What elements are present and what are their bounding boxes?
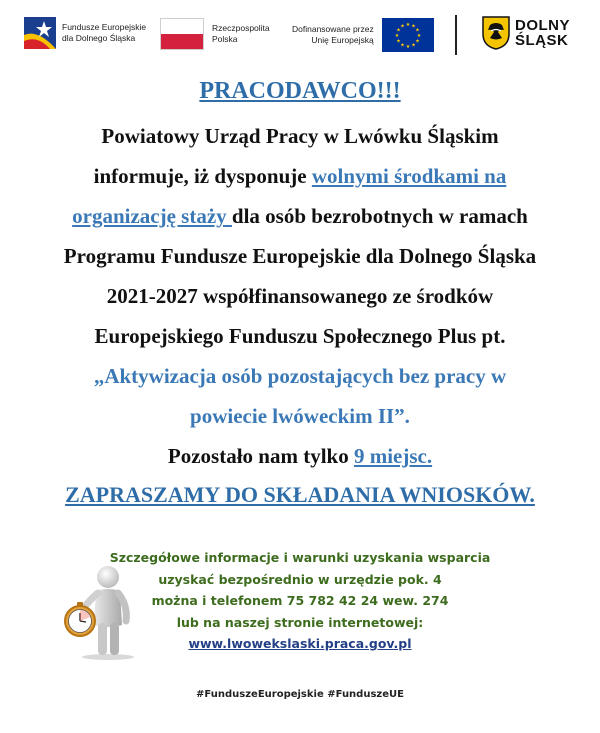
line-2 bbox=[0, 156, 600, 196]
remaining-places bbox=[0, 436, 600, 476]
line-1: Powiatowy Urząd Pracy w Lwówku Śląskim bbox=[101, 124, 499, 148]
svg-text:★: ★ bbox=[394, 33, 399, 39]
website-link[interactable]: www.lwowekslaski.praca.gov.pl bbox=[188, 636, 412, 651]
polish-flag-icon bbox=[160, 18, 204, 50]
headline: PRACODAWCO!!! bbox=[199, 78, 401, 104]
line-4: Programu Fundusze Europejskie dla Dolnego Śląska bbox=[63, 244, 537, 268]
fundusze-europejskie-logo bbox=[24, 17, 146, 49]
funds-link-part2: organizację staży bbox=[72, 204, 232, 228]
svg-text:★: ★ bbox=[416, 33, 421, 39]
info-row-4: lub na naszej stronie internetowej: bbox=[176, 614, 424, 630]
funds-link-part1: wolnymi środkami na bbox=[311, 164, 507, 188]
ue-logo-line2: Unię Europejską bbox=[311, 35, 374, 45]
contact-info bbox=[0, 547, 600, 655]
project-title-line2: powiecie lwóweckim II”. bbox=[190, 404, 410, 428]
info-row-1: Szczegółowe informacje i warunki uzyskania wsparcia bbox=[109, 550, 491, 565]
logo-divider bbox=[455, 15, 457, 55]
project-title-line1: „Aktywizacja osób pozostających bez pracy w bbox=[93, 364, 507, 388]
ue-logo bbox=[292, 18, 434, 52]
info-row-3: można i telefonem 75 782 42 24 wew. 274 bbox=[151, 593, 449, 608]
fundusze-logo-line2: dla Dolnego Śląska bbox=[62, 33, 136, 43]
line-3 bbox=[0, 196, 600, 236]
svg-text:★: ★ bbox=[396, 27, 401, 34]
svg-text:★: ★ bbox=[411, 23, 416, 30]
line-2-text: informuje, iż dysponuje bbox=[93, 164, 312, 188]
rzeczpospolita-logo bbox=[160, 18, 270, 50]
info-row-2: uzyskać bezpośrednio w urzędzie pok. 4 bbox=[158, 571, 442, 587]
remaining-text: Pozostało nam tylko bbox=[167, 444, 354, 468]
remaining-count: 9 miejsc. bbox=[353, 444, 433, 468]
line-3-text: dla osób bezrobotnych w ramach bbox=[231, 204, 528, 228]
svg-text:★: ★ bbox=[396, 38, 401, 45]
hashtags: #FunduszeEuropejskie #FunduszeUE bbox=[196, 689, 404, 700]
ue-logo-line1: Dofinansowane przez bbox=[292, 24, 374, 34]
fundusze-logo-line1: Fundusze Europejskie bbox=[62, 22, 147, 32]
svg-text:★: ★ bbox=[400, 42, 405, 49]
dolny-slask-line1: DOLNY bbox=[515, 17, 570, 34]
svg-text:★: ★ bbox=[400, 23, 405, 30]
svg-text:★: ★ bbox=[411, 42, 416, 49]
eu-flag-icon bbox=[382, 18, 434, 52]
svg-text:★: ★ bbox=[405, 22, 410, 28]
line-6: Europejskiego Funduszu Społecznego Plus pt. bbox=[94, 324, 506, 348]
invitation: ZAPRASZAMY DO SKŁADANIA WNIOSKÓW. bbox=[65, 482, 535, 507]
announcement bbox=[0, 76, 600, 510]
lower-silesia-crest-icon bbox=[482, 16, 510, 50]
eu-funds-star-icon bbox=[24, 17, 56, 49]
dolny-slask-logo bbox=[482, 16, 570, 50]
rzeczpospolita-line2: Polska bbox=[212, 34, 238, 44]
svg-text:★: ★ bbox=[415, 38, 420, 45]
line-5: 2021-2027 współfinansowanego ze środków bbox=[106, 284, 494, 308]
svg-text:★: ★ bbox=[415, 27, 420, 34]
dolny-slask-line2: ŚLĄSK bbox=[515, 32, 569, 49]
rzeczpospolita-line1: Rzeczpospolita bbox=[212, 23, 270, 33]
svg-text:★: ★ bbox=[405, 44, 410, 50]
logo-bar bbox=[0, 0, 600, 70]
